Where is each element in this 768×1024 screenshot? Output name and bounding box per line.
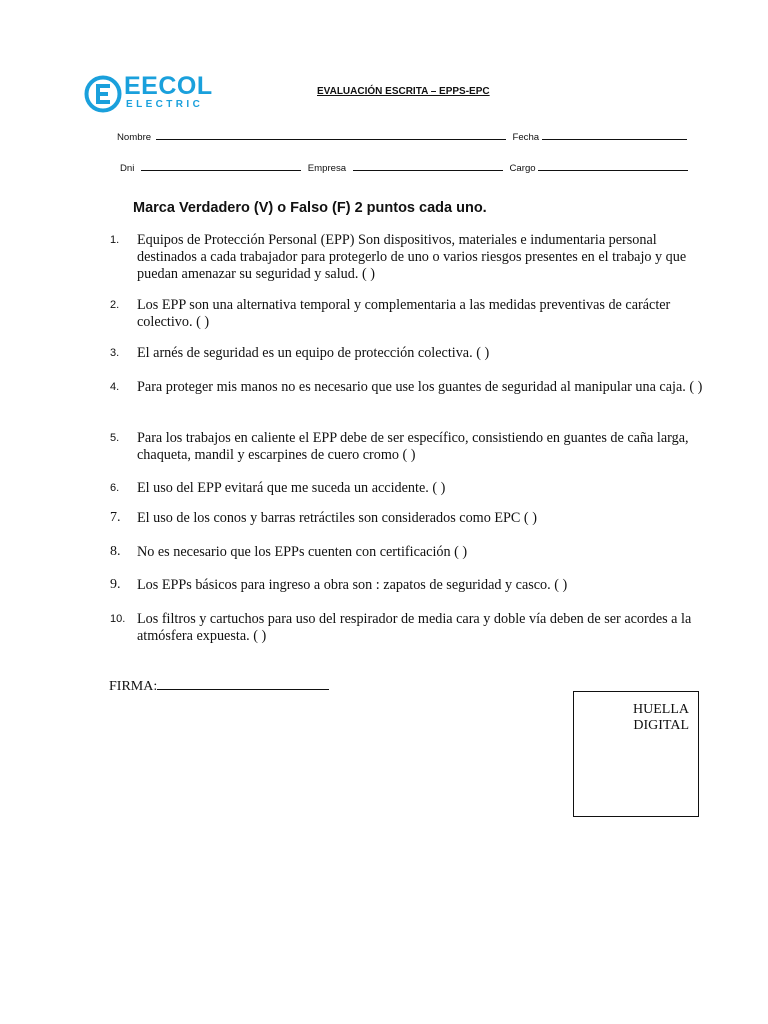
empresa-field[interactable] — [353, 160, 503, 171]
logo-name: EECOL — [124, 72, 213, 100]
cargo-field[interactable] — [538, 160, 688, 171]
question-number: 8. — [110, 544, 121, 559]
signature-label: FIRMA: — [109, 679, 158, 694]
logo-icon — [84, 74, 122, 114]
instructions: Marca Verdadero (V) o Falso (F) 2 puntos cada uno. — [133, 200, 487, 216]
question-text: Para los trabajos en caliente el EPP debe de ser específico, consistiendo en guantes de caña larga, chaqueta, mandil y escarpines de cuero cromo ( ) — [137, 430, 689, 463]
question-number: 2. — [110, 299, 120, 311]
fingerprint-label — [633, 702, 689, 734]
nombre-field[interactable] — [156, 129, 506, 140]
question-number: 6. — [110, 482, 120, 494]
signature-line — [109, 675, 329, 695]
dni-label: Dni — [120, 163, 135, 174]
question-number: 3. — [110, 347, 120, 359]
fingerprint-label-line2: DIGITAL — [633, 718, 689, 733]
question-text: Los EPPs básicos para ingreso a obra son : zapatos de seguridad y casco. ( ) — [137, 577, 568, 593]
fingerprint-box[interactable] — [573, 691, 699, 817]
nombre-label: Nombre — [117, 132, 152, 143]
document-title: EVALUACIÓN ESCRITA – EPPS-EPC — [317, 86, 490, 97]
question-text: El uso del EPP evitará que me suceda un accidente. ( ) — [137, 480, 446, 496]
question-number: 4. — [110, 381, 120, 393]
fingerprint-label-line1: HUELLA — [633, 702, 689, 717]
fecha-label: Fecha — [512, 132, 540, 143]
question-number: 9. — [110, 577, 121, 592]
fields-row-2 — [120, 160, 692, 174]
fecha-field[interactable] — [542, 129, 687, 140]
empresa-label: Empresa — [307, 163, 347, 174]
cargo-label: Cargo — [509, 163, 536, 174]
dni-field[interactable] — [141, 160, 301, 171]
question-text: Los EPP son una alternativa temporal y complementaria a las medidas preventivas de carácter colectivo. ( ) — [137, 297, 671, 330]
question-text: Los filtros y cartuchos para uso del respirador de media cara y doble vía deben de ser acordes a la atmósfera expuesta. ( ) — [137, 611, 692, 644]
company-logo — [84, 72, 213, 118]
question-text: El arnés de seguridad es un equipo de protección colectiva. ( ) — [137, 345, 490, 361]
question-text: Para proteger mis manos no es necesario que use los guantes de seguridad al manipular una caja. ( ) — [137, 379, 703, 395]
question-number: 5. — [110, 432, 120, 444]
question-text: Equipos de Protección Personal (EPP) Son dispositivos, materiales e indumentaria personal destinados a cada trabajador para protegerlo de uno o varios riesgos presentes en el trabajo y que puedan amenazar su seguridad y salud. ( ) — [137, 232, 687, 282]
question-number: 1. — [110, 234, 120, 246]
question-text: No es necesario que los EPPs cuenten con certificación ( ) — [137, 544, 468, 560]
fields-row-1 — [117, 129, 691, 143]
question-number: 7. — [110, 510, 121, 525]
question-number: 10. — [110, 613, 126, 625]
question-text: El uso de los conos y barras retráctiles son considerados como EPC ( ) — [137, 510, 537, 526]
signature-field[interactable] — [157, 675, 329, 690]
logo-subtitle: ELECTRIC — [126, 99, 204, 110]
